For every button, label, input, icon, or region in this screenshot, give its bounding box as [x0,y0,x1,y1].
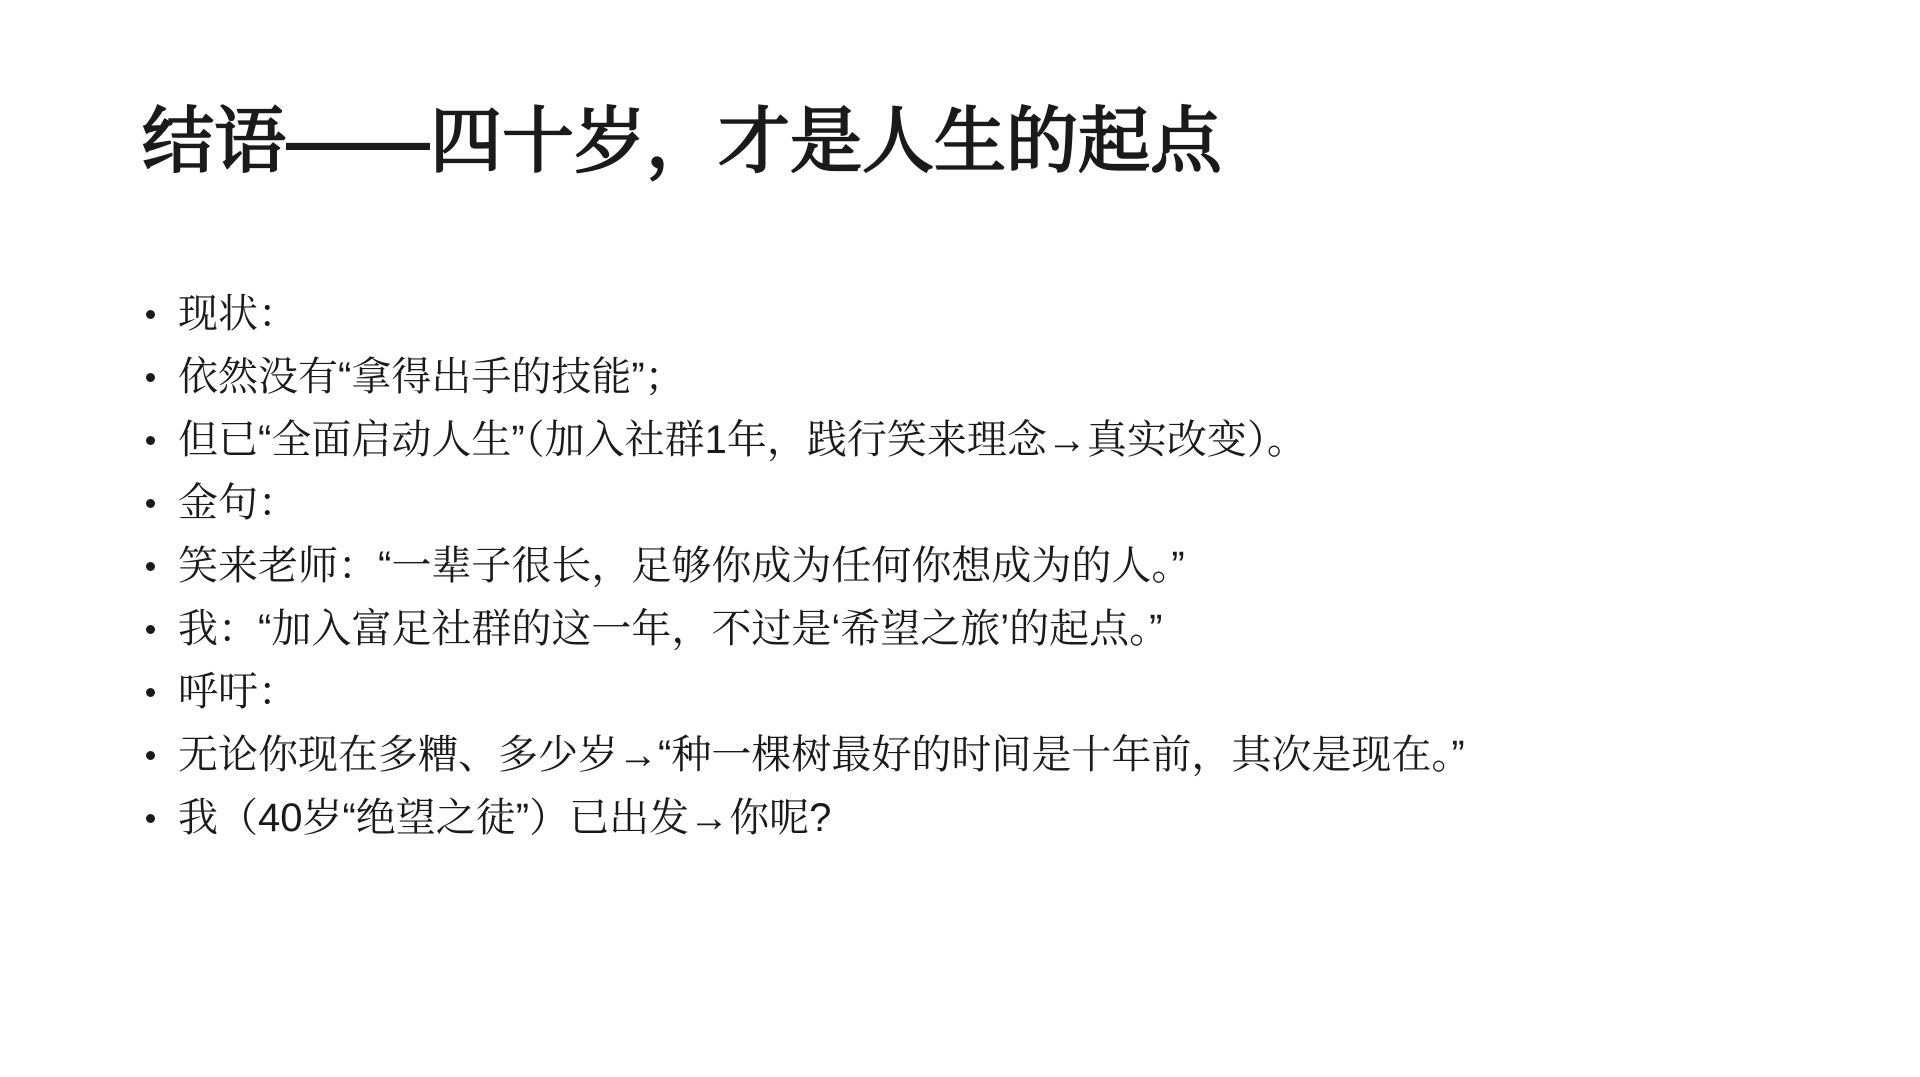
bullet-icon [146,751,155,760]
bullet-item [146,409,1465,472]
bullet-item [146,787,1465,850]
bullet-icon [146,310,155,319]
bullet-text: 无论你现在多糟、多少岁→“种一棵树最好的时间是十年前，其次是现在。” [178,733,1465,777]
bullet-item [146,535,1465,598]
bullet-icon [146,499,155,508]
bullet-icon [146,625,155,634]
bullet-text: 但已“全面启动人生”（加入社群1年，践行笑来理念→真实改变）。 [178,418,1307,462]
bullet-text: 金句： [178,481,298,525]
bullet-icon [146,814,155,823]
bullet-text: 我：“加入富足社群的这一年，不过是‘希望之旅’的起点。” [178,607,1163,651]
bullet-text: 现状： [178,292,298,336]
slide-title: 结语——四十岁，才是人生的起点 [142,102,1223,182]
bullet-item [146,283,1465,346]
bullet-icon [146,436,155,445]
bullet-item [146,598,1465,661]
bullet-text: 呼吁： [178,670,298,714]
bullet-list [146,283,1465,850]
bullet-icon [146,373,155,382]
bullet-item [146,346,1465,409]
bullet-text: 我（40岁“绝望之徒”）已出发→你呢? [178,796,832,840]
bullet-item [146,724,1465,787]
bullet-item [146,661,1465,724]
bullet-text: 笑来老师：“一辈子很长，足够你成为任何你想成为的人。” [178,544,1185,588]
bullet-item [146,472,1465,535]
bullet-icon [146,562,155,571]
bullet-text: 依然没有“拿得出手的技能”； [178,355,685,399]
bullet-icon [146,688,155,697]
